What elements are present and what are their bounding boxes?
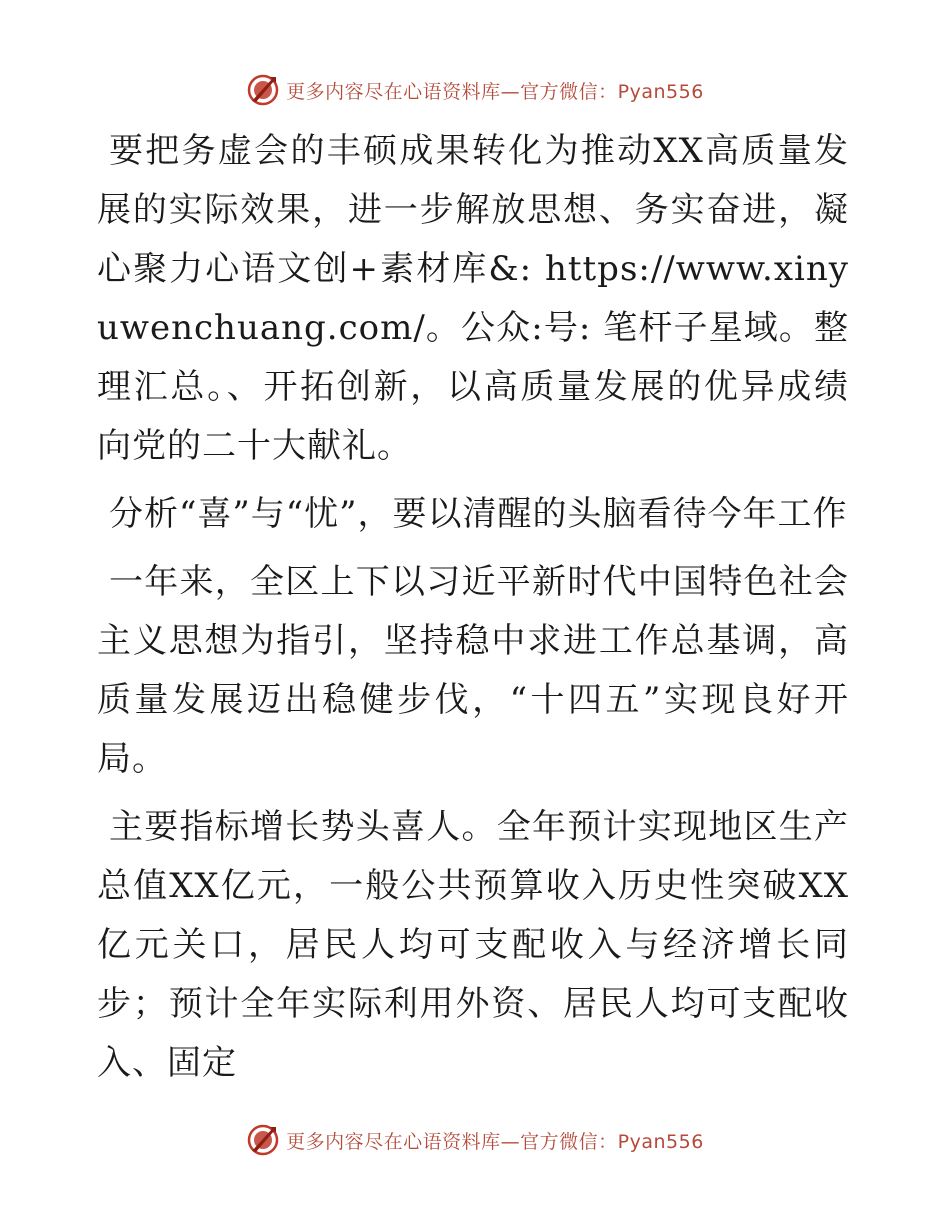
footer-watermark-banner [0,1120,950,1160]
document-body [97,122,849,1102]
quill-seal-logo-icon [246,1123,280,1157]
quill-seal-logo-icon [246,73,280,107]
header-watermark-banner [0,70,950,110]
paragraph: 一年来，全区上下以习近平新时代中国特色社会主义思想为指引，坚持稳中求进工作总基调，高质量发展迈出稳健步伐，“十四五”实现良好开局。 [97,562,849,779]
section-heading: 分析“喜”与“忧”，要以清醒的头脑看待今年工作 [109,494,848,534]
watermark-text: 更多内容尽在心语资料库—官方微信：Pyan556 [286,1130,704,1153]
watermark-text: 更多内容尽在心语资料库—官方微信：Pyan556 [286,80,704,103]
paragraph: 要把务虚会的丰硕成果转化为推动XX高质量发展的实际效果，进一步解放思想、务实奋进，凝心聚力心语文创+素材库&: https://www.xinyuwenchuang.com/。公众:号: 笔杆子星域。整理汇总。、开拓创新，以高质量发展的优异成绩向党的二十大献礼。 [97,131,849,466]
paragraph: 主要指标增长势头喜人。全年预计实现地区生产总值XX亿元，一般公共预算收入历史性突破XX亿元关口，居民人均可支配收入与经济增长同步；预计全年实际利用外资、居民人均可支配收入、固定 [97,807,849,1083]
